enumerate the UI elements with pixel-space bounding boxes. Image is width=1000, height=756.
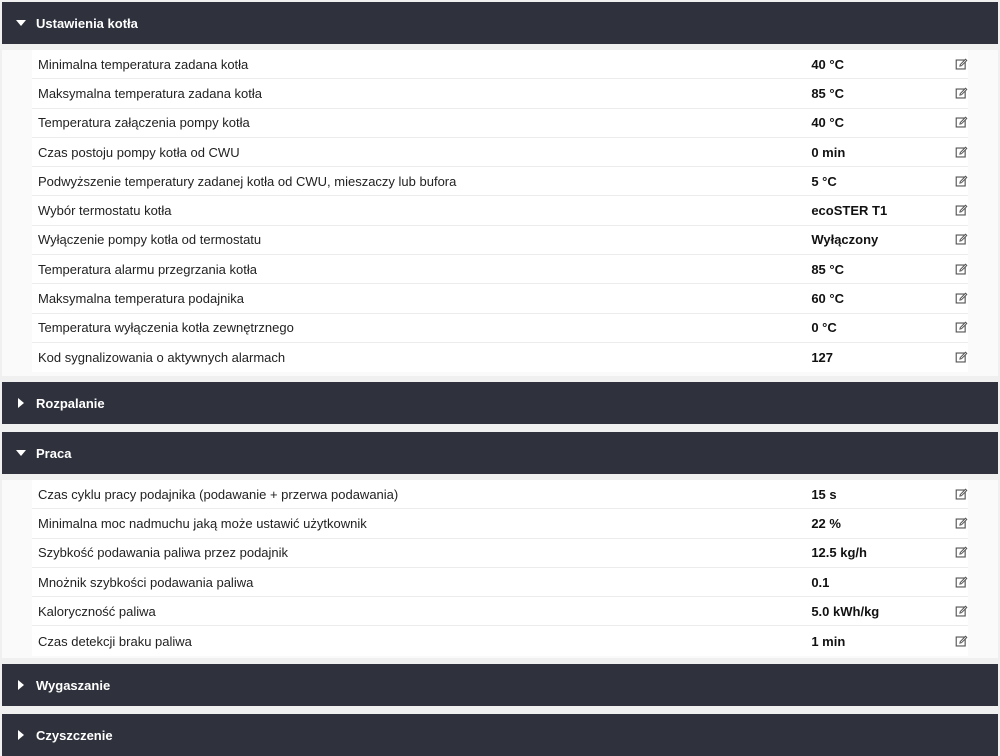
edit-icon[interactable] <box>954 321 968 335</box>
setting-label: Wybór termostatu kotła <box>38 203 172 219</box>
setting-label: Czas detekcji braku paliwa <box>38 633 192 649</box>
edit-icon[interactable] <box>954 262 968 276</box>
section-2-header[interactable] <box>2 432 998 474</box>
setting-row <box>32 196 968 225</box>
setting-label: Kaloryczność paliwa <box>38 603 156 619</box>
edit-icon[interactable] <box>954 575 968 589</box>
edit-icon[interactable] <box>954 351 968 365</box>
caret-down-icon <box>16 450 26 456</box>
section-title: Rozpalanie <box>36 395 105 411</box>
edit-icon[interactable] <box>954 516 968 530</box>
section-0-body <box>2 44 998 376</box>
setting-value: 85 °C <box>811 261 844 277</box>
setting-row <box>32 167 968 196</box>
setting-value: 60 °C <box>811 291 844 307</box>
setting-row <box>32 314 968 343</box>
section-1-header[interactable] <box>2 382 998 424</box>
edit-icon[interactable] <box>954 292 968 306</box>
setting-value: 12.5 kg/h <box>811 545 867 561</box>
edit-icon[interactable] <box>954 116 968 130</box>
edit-icon[interactable] <box>954 174 968 188</box>
setting-row <box>32 343 968 372</box>
setting-value: 5 °C <box>811 173 837 189</box>
setting-value: 15 s <box>811 486 837 502</box>
setting-row <box>32 480 968 509</box>
section-4-header[interactable] <box>2 714 998 756</box>
setting-label: Maksymalna temperatura podajnika <box>38 291 244 307</box>
settings-list <box>32 480 968 656</box>
setting-label: Czas cyklu pracy podajnika (podawanie + przerwa podawania) <box>38 486 399 502</box>
setting-row <box>32 109 968 138</box>
setting-value: 0 min <box>811 144 846 160</box>
setting-label: Podwyższenie temperatury zadanej kotła od CWU, mieszaczy lub bufora <box>38 173 457 189</box>
caret-right-icon <box>18 398 24 408</box>
edit-icon[interactable] <box>954 233 968 247</box>
setting-row <box>32 597 968 626</box>
setting-label: Temperatura alarmu przegrzania kotła <box>38 261 257 277</box>
caret-down-icon <box>16 20 26 26</box>
setting-row <box>32 226 968 255</box>
setting-label: Czas postoju pompy kotła od CWU <box>38 144 240 160</box>
setting-value: 0 °C <box>811 320 837 336</box>
caret-right-icon <box>18 730 24 740</box>
setting-row <box>32 138 968 167</box>
edit-icon[interactable] <box>954 604 968 618</box>
edit-icon[interactable] <box>954 204 968 218</box>
edit-icon[interactable] <box>954 634 968 648</box>
setting-value: 5.0 kWh/kg <box>811 603 880 619</box>
edit-icon[interactable] <box>954 86 968 100</box>
caret-right-icon <box>18 680 24 690</box>
setting-row <box>32 284 968 313</box>
section-2-body <box>2 474 998 658</box>
setting-label: Temperatura wyłączenia kotła zewnętrznego <box>38 320 294 336</box>
setting-value: 85 °C <box>811 85 844 101</box>
setting-value: 127 <box>811 350 834 366</box>
setting-value: 40 °C <box>811 56 844 72</box>
edit-icon[interactable] <box>954 145 968 159</box>
section-title: Praca <box>36 445 72 461</box>
setting-row <box>32 568 968 597</box>
setting-row <box>32 255 968 284</box>
setting-value: 22 % <box>811 515 841 531</box>
section-title: Wygaszanie <box>36 677 111 693</box>
section-0-header[interactable] <box>2 2 998 44</box>
setting-value: 1 min <box>811 633 846 649</box>
section-title: Czyszczenie <box>36 727 113 743</box>
setting-label: Minimalna temperatura zadana kotła <box>38 56 249 72</box>
section-title: Ustawienia kotła <box>36 15 138 31</box>
setting-value: 40 °C <box>811 115 844 131</box>
setting-value: ecoSTER T1 <box>811 203 888 219</box>
setting-label: Wyłączenie pompy kotła od termostatu <box>38 232 262 248</box>
setting-label: Minimalna moc nadmuchu jaką może ustawić użytkownik <box>38 515 367 531</box>
setting-label: Mnożnik szybkości podawania paliwa <box>38 574 254 590</box>
setting-row <box>32 509 968 538</box>
section-3-header[interactable] <box>2 664 998 706</box>
setting-value: 0.1 <box>811 574 830 590</box>
setting-row <box>32 50 968 79</box>
edit-icon[interactable] <box>954 546 968 560</box>
setting-label: Szybkość podawania paliwa przez podajnik <box>38 545 289 561</box>
setting-value: Wyłączony <box>811 232 879 248</box>
setting-label: Temperatura załączenia pompy kotła <box>38 115 250 131</box>
edit-icon[interactable] <box>954 487 968 501</box>
edit-icon[interactable] <box>954 57 968 71</box>
setting-row <box>32 539 968 568</box>
setting-row <box>32 79 968 108</box>
setting-label: Maksymalna temperatura zadana kotła <box>38 85 263 101</box>
setting-row <box>32 626 968 655</box>
setting-label: Kod sygnalizowania o aktywnych alarmach <box>38 350 286 366</box>
settings-list <box>32 50 968 372</box>
